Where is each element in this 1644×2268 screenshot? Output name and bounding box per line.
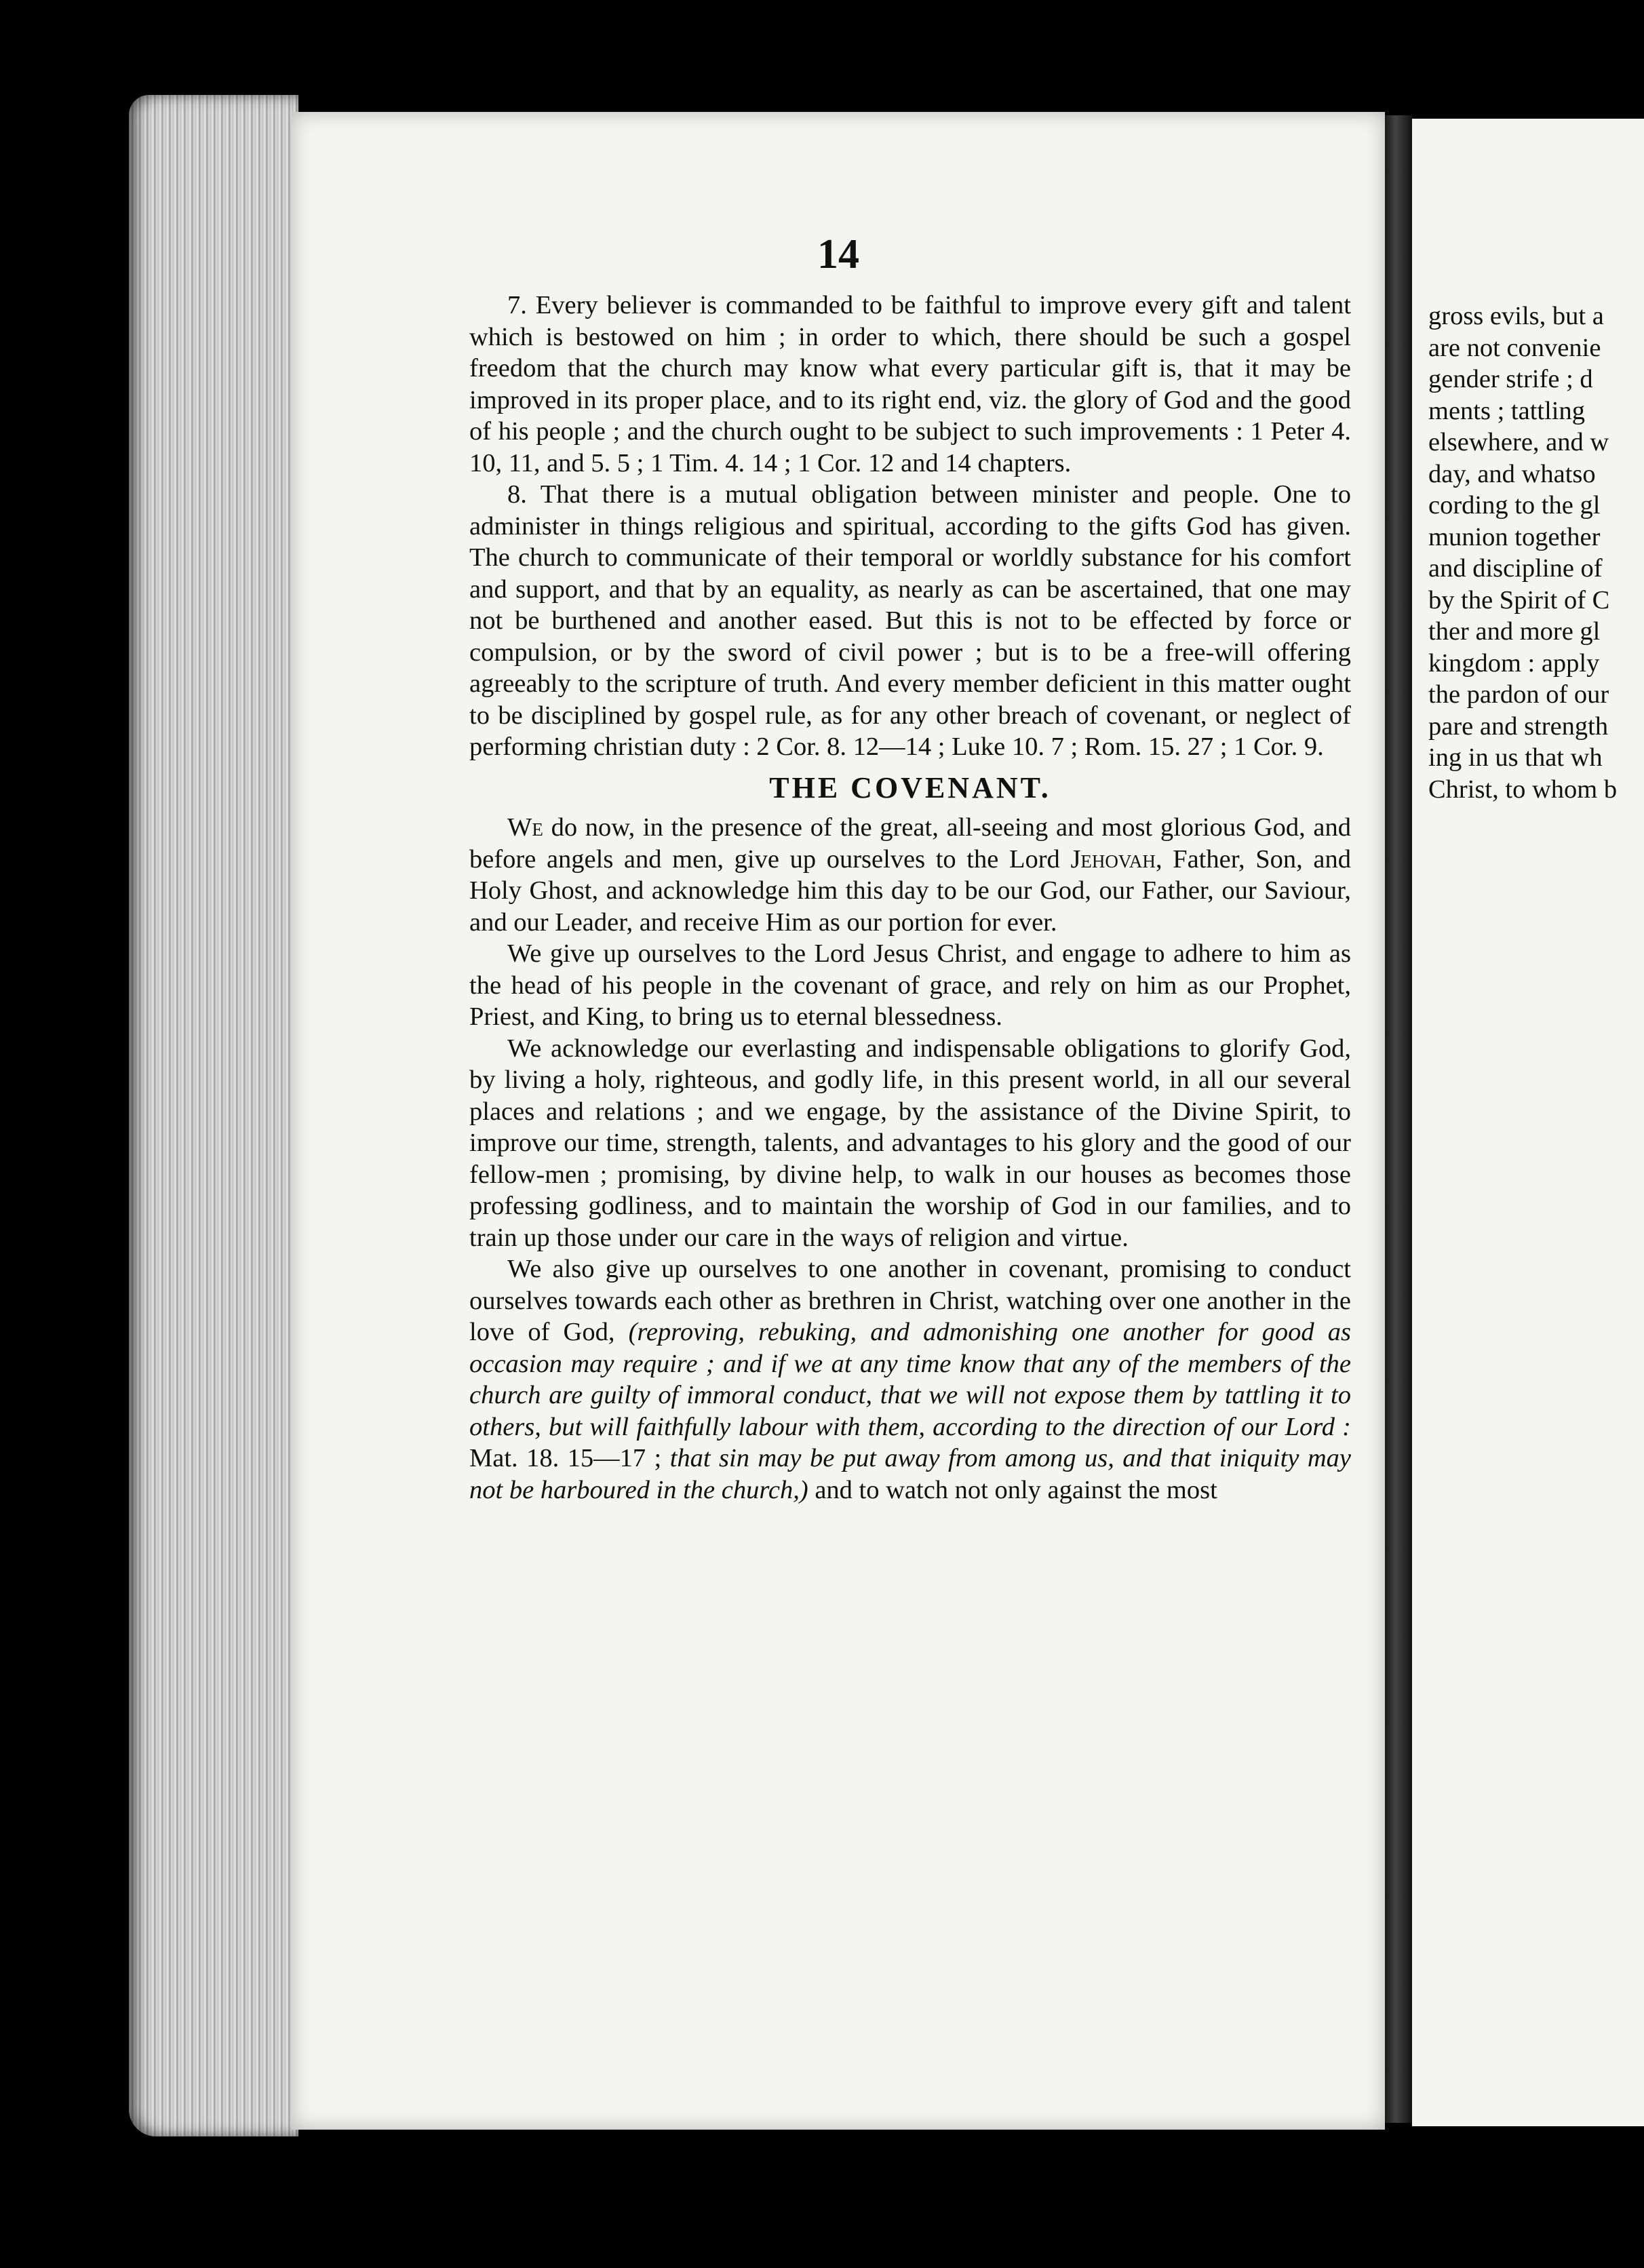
covenant-p4-text-b: and to watch not only against the most <box>808 1475 1217 1504</box>
covenant-p4-italic-1: (reproving, rebuking, and admonishing one another for good as occasion may require ; and if we at any time know that any of the members of the church are guilty of immoral conduct, that we will not expose them by tattling it to others, but will faithfully labour with them, according to the direction of our Lord : <box>469 1318 1351 1441</box>
right-line: pare and strength <box>1428 711 1609 741</box>
article-8: 8. That there is a mutual obligation between minister and people. One to administer in things religious and spiritual, according to the gifts God has given. The church to communicate of their temporal or worldly substance for his comfort and support, and that by an equality, as nearly as can be ascertained, that one may not be burthened and another eased. But this is not to be effected by force or compulsion, or by the sword of civil power ; but is to be a free-will offering agreeably to the scripture of truth. And every member deficient in this matter ought to be disciplined by gospel rule, as for any other breach of covenant, or neglect of performing christian duty : 2 Cor. 8. 12—14 ; Luke 10. 7 ; Rom. 15. 27 ; 1 Cor. 9. <box>469 480 1351 761</box>
right-line: munion together <box>1428 522 1601 551</box>
right-line: Christ, to whom b <box>1428 775 1618 804</box>
right-line: gender strife ; d <box>1428 365 1593 393</box>
left-page <box>292 112 1385 2130</box>
covenant-p4-text-a: We also give up ourselves to one another in covenant, promising to conduct ourselves towards each other as brethren in Christ, watching over one another in the love of God, <box>469 1255 1351 1346</box>
right-line: the pardon of our <box>1428 680 1609 709</box>
book-page-edges <box>129 95 298 2136</box>
covenant-heading: THE COVENANT. <box>769 770 1051 804</box>
right-line: elsewhere, and w <box>1428 428 1609 456</box>
article-7: 7. Every believer is commanded to be faithful to improve every gift and talent which is bestowed on him ; in order to which, there should be such a gospel freedom that the church may know what every particular gift is, that it may be improved in its proper place, and to its right end, viz. the glory of God and the good of his people ; and the church ought to be subject to such improvements : 1 Peter 4. 10, 11, and 5. 5 ; 1 Tim. 4. 14 ; 1 Cor. 12 and 14 chapters. <box>469 291 1351 477</box>
right-line: gross evils, but a <box>1428 302 1604 330</box>
page-body <box>469 290 1351 1506</box>
right-page <box>1412 119 1644 2126</box>
book-gutter <box>1385 115 1412 2123</box>
page-number: 14 <box>817 231 859 277</box>
covenant-dropcap-we: We <box>507 813 543 842</box>
right-line: day, and whatso <box>1428 459 1596 488</box>
right-line: and discipline of <box>1428 554 1603 583</box>
covenant-paragraph-4 <box>469 1253 1351 1506</box>
right-line: kingdom : apply <box>1428 648 1600 678</box>
right-line: ments ; tattling <box>1428 396 1585 425</box>
covenant-p1-text-b: , Father, Son, and Holy Ghost, and acknowledge him this day to be our God, our Father, our Saviour, and our Leader, and receive Him as our portion for ever. <box>469 844 1351 937</box>
right-line: by the Spirit of C <box>1428 585 1610 614</box>
right-line: cording to the gl <box>1428 491 1601 520</box>
jehovah-smallcaps: Jehovah <box>1070 844 1156 874</box>
scripture-reference: Mat. 18. 15—17 ; <box>469 1444 670 1472</box>
covenant-paragraph-2: We give up ourselves to the Lord Jesus Christ, and engage to adhere to him as the head of his people in the covenant of grace, and rely on him as our Prophet, Priest, and King, to bring us to eternal blessedness. <box>469 939 1351 1031</box>
right-line: ing in us that wh <box>1428 743 1603 772</box>
covenant-paragraph-3: We acknowledge our everlasting and indispensable obligations to glorify God, by living a holy, righteous, and godly life, in this present world, in all our several places and relations ; and we engage, by the assistance of the Divine Spirit, to improve our time, strength, talents, and advantages to his glory and the good of our fellow-men ; promising, by divine help, to walk in our houses as becomes those professing godliness, and to maintain the worship of God in our families, and to train up those under our care in the ways of religion and virtue. <box>469 1034 1351 1252</box>
right-page-text <box>1428 300 1644 805</box>
covenant-p1-text-a: do now, in the presence of the great, all-seeing and most glorious God, and before angels and men, give up ourselves to the Lord <box>469 813 1351 874</box>
covenant-paragraph-1 <box>469 812 1351 938</box>
covenant-p4-italic-2: that sin may be put away from among us, and that iniquity may not be harboured in the church,) <box>469 1444 1351 1504</box>
right-line: are not convenie <box>1428 333 1601 362</box>
right-line: ther and more gl <box>1428 617 1601 646</box>
